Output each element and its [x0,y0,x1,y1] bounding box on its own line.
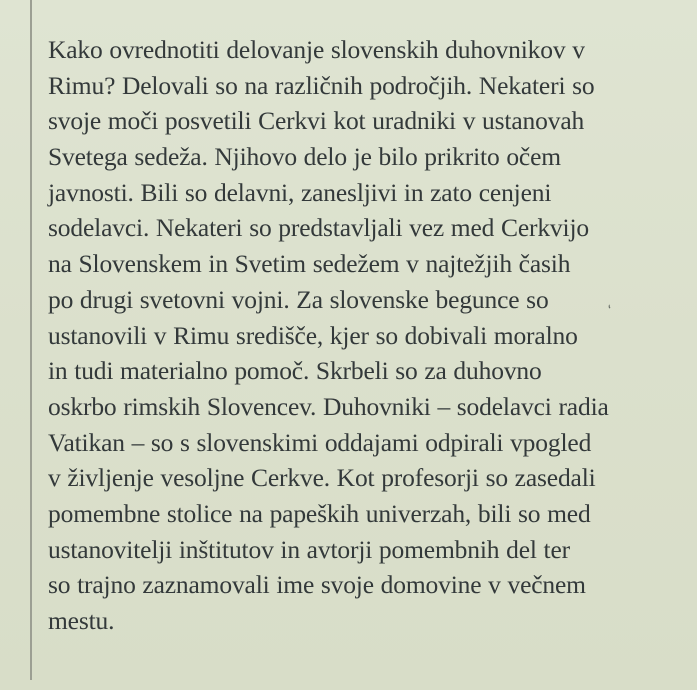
text-line-2: Rimu? Delovali so na različnih področjih. Nekateri so [48,70,595,100]
text-line-4: Svetega sedeža. Njihovo delo je bilo prikrito očem [48,142,561,172]
text-line-1: Kako ovrednotiti delovanje slovenskih duhovnikov v [48,35,585,64]
paragraph-text [48,32,668,639]
stray-mark: ‘ [605,302,618,319]
text-line-3: svoje moči posvetili Cerkvi kot uradniki v ustanovah [48,106,585,136]
text-line-10: in tudi materialno pomoč. Skrbeli so za duhovno [48,356,542,386]
text-line-9: ustanovili v Rimu središče, kjer so dobivali moralno [48,320,578,350]
text-line-6: sodelavci. Nekateri so predstavljali vez med Cerkvijo [48,213,589,243]
text-line-13: v življenje vesoljne Cerkve. Kot profesorji so zasedali [48,463,596,493]
text-line-17: mestu. [48,606,115,635]
left-margin-rule [30,0,32,680]
text-line-16: so trajno zaznamovali ime svoje domovine v večnem [48,570,586,600]
text-line-15: ustanovitelji inštitutov in avtorji pomembnih del ter [48,534,570,564]
text-line-14: pomembne stolice na papeških univerzah, bili so med [48,498,591,528]
text-line-12: Vatikan – so s slovenskimi oddajami odpirali vpogled [48,427,592,457]
text-line-8: po drugi svetovni vojni. Za slovenske begunce so [48,284,549,314]
text-line-11: oskrbo rimskih Slovencev. Duhovniki – sodelavci radia [48,391,609,421]
text-line-7: na Slovenskem in Svetim sedežem v najtežjih časih [48,249,571,279]
text-line-5: javnosti. Bili so delavni, zanesljivi in zato cenjeni [48,177,552,207]
